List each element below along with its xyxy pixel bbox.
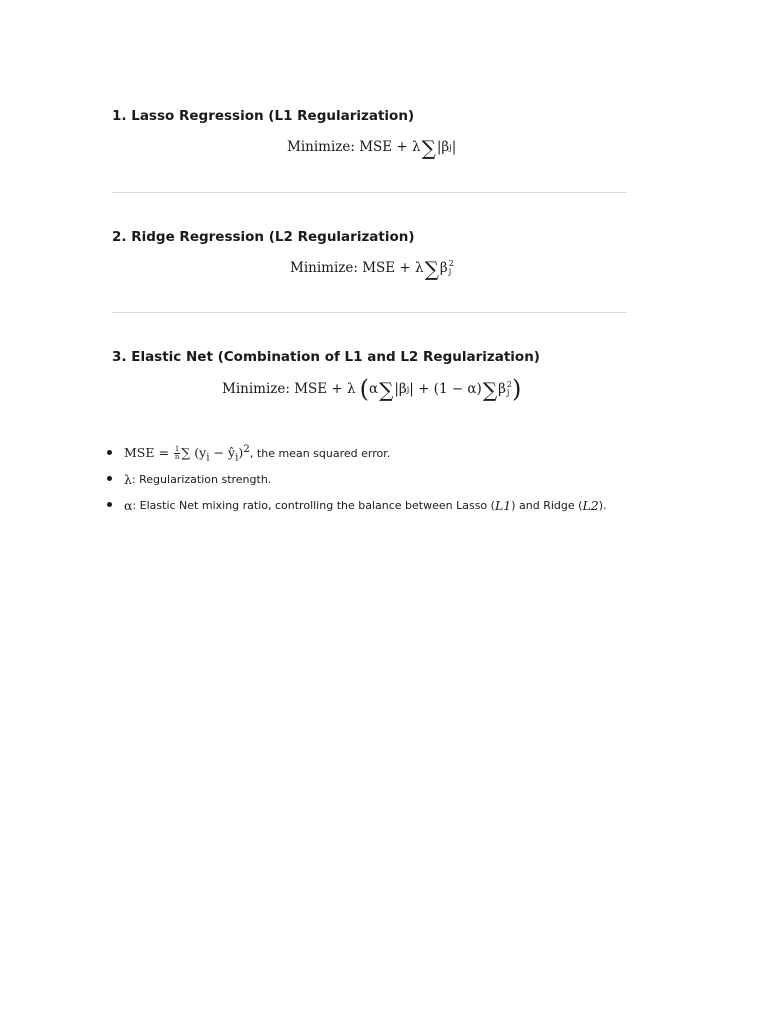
bullet-icon	[107, 476, 112, 481]
formula-prefix: Minimize: MSE + λ	[290, 260, 424, 276]
definitions-list	[107, 440, 607, 518]
formula-superscript: 2	[448, 259, 454, 268]
formula-subscript: j	[449, 142, 452, 152]
subscript: i	[206, 451, 210, 464]
alpha-symbol: α	[124, 497, 133, 513]
mse-lhs: MSE =	[124, 444, 173, 460]
mse-definition	[124, 443, 250, 464]
l2-text: L2	[582, 497, 599, 513]
l1-label	[495, 498, 511, 513]
alpha-description-mid: ) and Ridge (	[511, 498, 583, 512]
ridge-heading: 2. Ridge Regression (L2 Regularization)	[112, 229, 415, 245]
alpha-description-end: ).	[598, 498, 607, 512]
alpha-symbol: α	[368, 381, 379, 397]
section-divider	[112, 312, 627, 313]
bullet-icon	[107, 502, 112, 507]
elastic-net-heading: 3. Elastic Net (Combination of L1 and L2 Regularization)	[112, 349, 540, 365]
formula-subscript: j	[406, 384, 410, 394]
sum-symbol: ∑	[482, 378, 498, 402]
lasso-formula	[287, 136, 457, 160]
sum-symbol: ∑	[421, 136, 436, 160]
l1-text: L1	[494, 497, 512, 513]
formula-subscript: j	[448, 267, 452, 276]
alpha-description: : Elastic Net mixing ratio, controlling the balance between Lasso (	[132, 498, 495, 512]
formula-term: |β	[436, 139, 450, 155]
list-item	[107, 492, 607, 518]
sum-symbol: ∑	[379, 378, 394, 402]
mse-description: , the mean squared error.	[249, 446, 391, 460]
superscript: 2	[243, 442, 250, 455]
formula-subscript: j	[506, 388, 510, 397]
formula-superscript: 2	[506, 380, 512, 389]
formula-prefix: Minimize: MSE + λ	[287, 139, 421, 155]
lambda-description: : Regularization strength.	[131, 472, 272, 486]
fraction-numerator: 1	[174, 444, 180, 453]
fraction	[174, 446, 180, 461]
open-paren: (	[359, 375, 369, 403]
sum-symbol: ∑	[424, 257, 439, 281]
bullet-icon	[107, 450, 112, 455]
section-divider	[112, 192, 627, 193]
ridge-formula	[290, 257, 454, 281]
close-paren: )	[512, 375, 522, 403]
formula-term: |β	[394, 381, 407, 397]
formula-scripts	[449, 260, 454, 276]
formula-term: β	[439, 260, 448, 276]
mse-sum: ∑ (y	[181, 444, 207, 460]
fraction-denominator: n	[174, 452, 180, 461]
list-item	[107, 440, 607, 466]
formula-term: β	[498, 381, 506, 397]
list-item	[107, 466, 607, 492]
lambda-symbol: λ	[124, 471, 132, 487]
formula-prefix: Minimize: MSE + λ	[222, 381, 356, 397]
l2-label	[582, 498, 598, 513]
formula-suffix: |	[451, 139, 457, 155]
formula-middle: + (1 − α)	[413, 381, 482, 397]
lasso-heading: 1. Lasso Regression (L1 Regularization)	[112, 108, 415, 124]
elastic-net-formula	[222, 377, 521, 401]
subscript: i	[235, 451, 239, 464]
mse-minus: − ŷ	[209, 444, 236, 460]
mse-close: )	[238, 444, 244, 460]
formula-term-close: |	[409, 381, 414, 397]
